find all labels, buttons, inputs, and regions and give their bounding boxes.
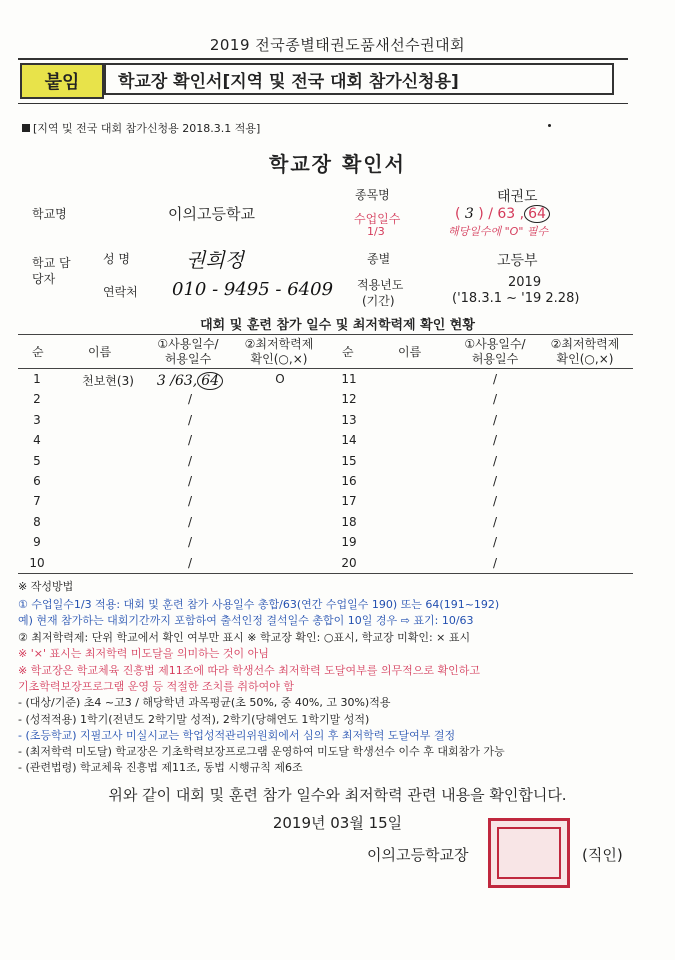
year-value: 2019 — [508, 275, 542, 290]
col-min-right: ②최저학력제 확인(○,×) — [550, 337, 620, 366]
note-4: - (대상/기준) 초4 ~고3 / 해당학년 과목평균(초 50%, 중 40%, 고 30%)적용 — [18, 696, 391, 709]
table-section-title: 대회 및 훈련 참가 일수 및 최저학력제 확인 현황 — [200, 318, 475, 333]
days-used: / — [492, 372, 498, 386]
header-rule-bottom — [18, 103, 628, 104]
division-label: 종별 — [367, 252, 391, 266]
row-no: 17 — [341, 494, 357, 509]
days-used: / — [187, 392, 193, 407]
contact-label: 연락처 — [103, 285, 138, 299]
table-bottom-rule — [18, 573, 633, 574]
col-no-left: 순 — [32, 345, 44, 359]
note-3a: ※ 학교장은 학교체육 진흥법 제11조에 따라 학생선수 최저학력 도달여부를 의무적으로 확인하고 — [18, 664, 480, 677]
row-no: 19 — [341, 535, 357, 550]
days-used-value: 3 /63, — [156, 373, 198, 389]
row-no: 10 — [29, 555, 45, 570]
row-no: 15 — [341, 453, 357, 468]
class-days-num: 3 — [464, 206, 474, 222]
row-no: 4 — [33, 433, 41, 448]
doc-title: 학교장 확인서 — [269, 152, 406, 176]
row-no: 8 — [33, 514, 41, 529]
row-no: 3 — [33, 412, 41, 427]
notes-heading: ※ 작성방법 — [18, 580, 74, 593]
student-name: 천보현(3) — [82, 374, 134, 388]
note-1a: ① 수업일수1/3 적용: 대회 및 훈련 참가 사용일수 총합/63(연간 수업일수 190) 또는 64(191~192) — [18, 598, 500, 611]
event-title: 2019 전국종별태권도품새선수권대회 — [209, 36, 466, 54]
period-value: ('18.3.1 ~ '19 2.28) — [452, 291, 580, 306]
note-5: - (성적적용) 1학기(전년도 2학기말 성적), 2학기(당해연도 1학기말 성적) — [18, 713, 370, 726]
class-days-label: 수업일수 — [354, 212, 401, 226]
attachment-badge: 붙임 — [20, 63, 104, 99]
manager-label: 학교 담당자 — [32, 256, 71, 286]
days-used: / — [492, 433, 498, 448]
days-used: / — [492, 514, 498, 529]
year-label: 적용년도 — [357, 278, 404, 292]
division-value: 고등부 — [497, 253, 538, 269]
days-used: / — [187, 453, 193, 468]
seal-inner-border — [497, 827, 561, 879]
class-days-ratio: 1/3 — [367, 225, 385, 238]
days-used: / — [492, 392, 498, 407]
row-no: 5 — [33, 453, 41, 468]
days-used: / — [492, 474, 498, 488]
row-no: 13 — [341, 412, 357, 427]
days-allowed-circled: 64 — [197, 372, 223, 390]
row-no: 16 — [341, 474, 357, 488]
row-no: 18 — [341, 514, 357, 529]
applicability-text: [지역 및 전국 대회 참가신청용 2018.3.1 적용] — [33, 122, 261, 135]
days-used: / — [187, 474, 193, 488]
col-days-left: ①사용일수/ 허용일수 — [157, 337, 219, 366]
period-label: (기간) — [362, 294, 395, 308]
issue-date: 2019년 03월 15일 — [272, 814, 403, 832]
days-used: / — [187, 555, 193, 570]
row-no: 1 — [33, 372, 41, 386]
min-achievement-check: O — [275, 372, 285, 386]
days-used: / — [187, 535, 193, 550]
sport-value: 태권도 — [497, 189, 538, 205]
note-2b: ※ '×' 표시는 최저학력 미도달을 의미하는 것이 아님 — [18, 647, 269, 660]
header-rule — [18, 58, 628, 60]
col-name-right: 이름 — [398, 345, 422, 359]
note-2a: ② 최저학력제: 단위 학교에서 확인 여부만 표시 ※ 학교장 확인: ○표시, 학교장 미확인: × 표시 — [18, 631, 471, 644]
col-min-left: ②최저학력제 확인(○,×) — [244, 337, 314, 366]
row-no: 11 — [341, 372, 357, 386]
note-7: - (최저학력 미도달) 학교장은 기초학력보장프로그램 운영하여 미도달 학생선수 이수 후 대회참가 가능 — [18, 745, 505, 758]
note-6: - (초등학교) 지필고사 미실시교는 학업성적관리위원회에서 심의 후 최저학력 도달여부 결정 — [18, 729, 456, 742]
square-bullet-icon — [22, 124, 30, 132]
col-name: 이름 — [88, 345, 112, 359]
table-header-rule — [18, 368, 633, 369]
row-no: 7 — [33, 494, 41, 509]
sport-label: 종목명 — [355, 188, 390, 202]
row-no: 2 — [33, 392, 41, 407]
confirmation-text: 위와 같이 대회 및 훈련 참가 일수와 최저학력 관련 내용을 확인합니다. — [108, 786, 567, 804]
row-no: 20 — [341, 555, 357, 570]
signer-school: 이의고등학교장 — [367, 846, 469, 864]
school-name: 이의고등학교 — [168, 205, 255, 223]
row-no: 12 — [341, 392, 357, 407]
days-used — [150, 372, 230, 390]
school-label: 학교명 — [32, 207, 67, 221]
col-days-right: ①사용일수/ 허용일수 — [464, 337, 526, 366]
name-label: 성 명 — [103, 252, 130, 266]
row-no: 6 — [33, 474, 41, 488]
class-days-value: ( 3 ) / 63 , 64 — [455, 205, 550, 223]
circled-days: 64 — [524, 205, 550, 223]
days-used: / — [187, 514, 193, 529]
days-used: / — [492, 555, 498, 570]
seal-label: (직인) — [582, 846, 623, 864]
row-no: 9 — [33, 535, 41, 550]
class-days-hint: 해당일수에 "O" 필수 — [448, 225, 549, 238]
days-used: / — [492, 535, 498, 550]
applicability-note — [22, 120, 260, 136]
note-1b: 예) 현재 참가하는 대회기간까지 포함하여 출석인정 결석일수 총합이 10일 경우 ⇨ 표기: 10/63 — [18, 614, 474, 627]
table-top-rule — [18, 334, 633, 335]
days-used: / — [187, 412, 193, 427]
row-no: 14 — [341, 433, 357, 448]
days-used: / — [492, 453, 498, 468]
document-banner: 학교장 확인서[지역 및 전국 대회 참가신청용] — [104, 63, 614, 95]
official-seal — [488, 818, 570, 888]
contact-value: 010 - 9495 - 6409 — [172, 279, 334, 300]
days-used: / — [492, 494, 498, 509]
dot-mark — [548, 124, 551, 127]
manager-name: 권희정 — [186, 248, 244, 272]
col-no-right: 순 — [342, 345, 354, 359]
note-8: - (관련법령) 학교체육 진흥법 제11조, 동법 시행규칙 제6조 — [18, 761, 303, 774]
days-used: / — [187, 433, 193, 448]
days-used: / — [492, 412, 498, 427]
note-3b: 기초학력보장프로그램 운영 등 적절한 조치를 취하여야 함 — [18, 680, 295, 693]
days-used: / — [187, 494, 193, 509]
